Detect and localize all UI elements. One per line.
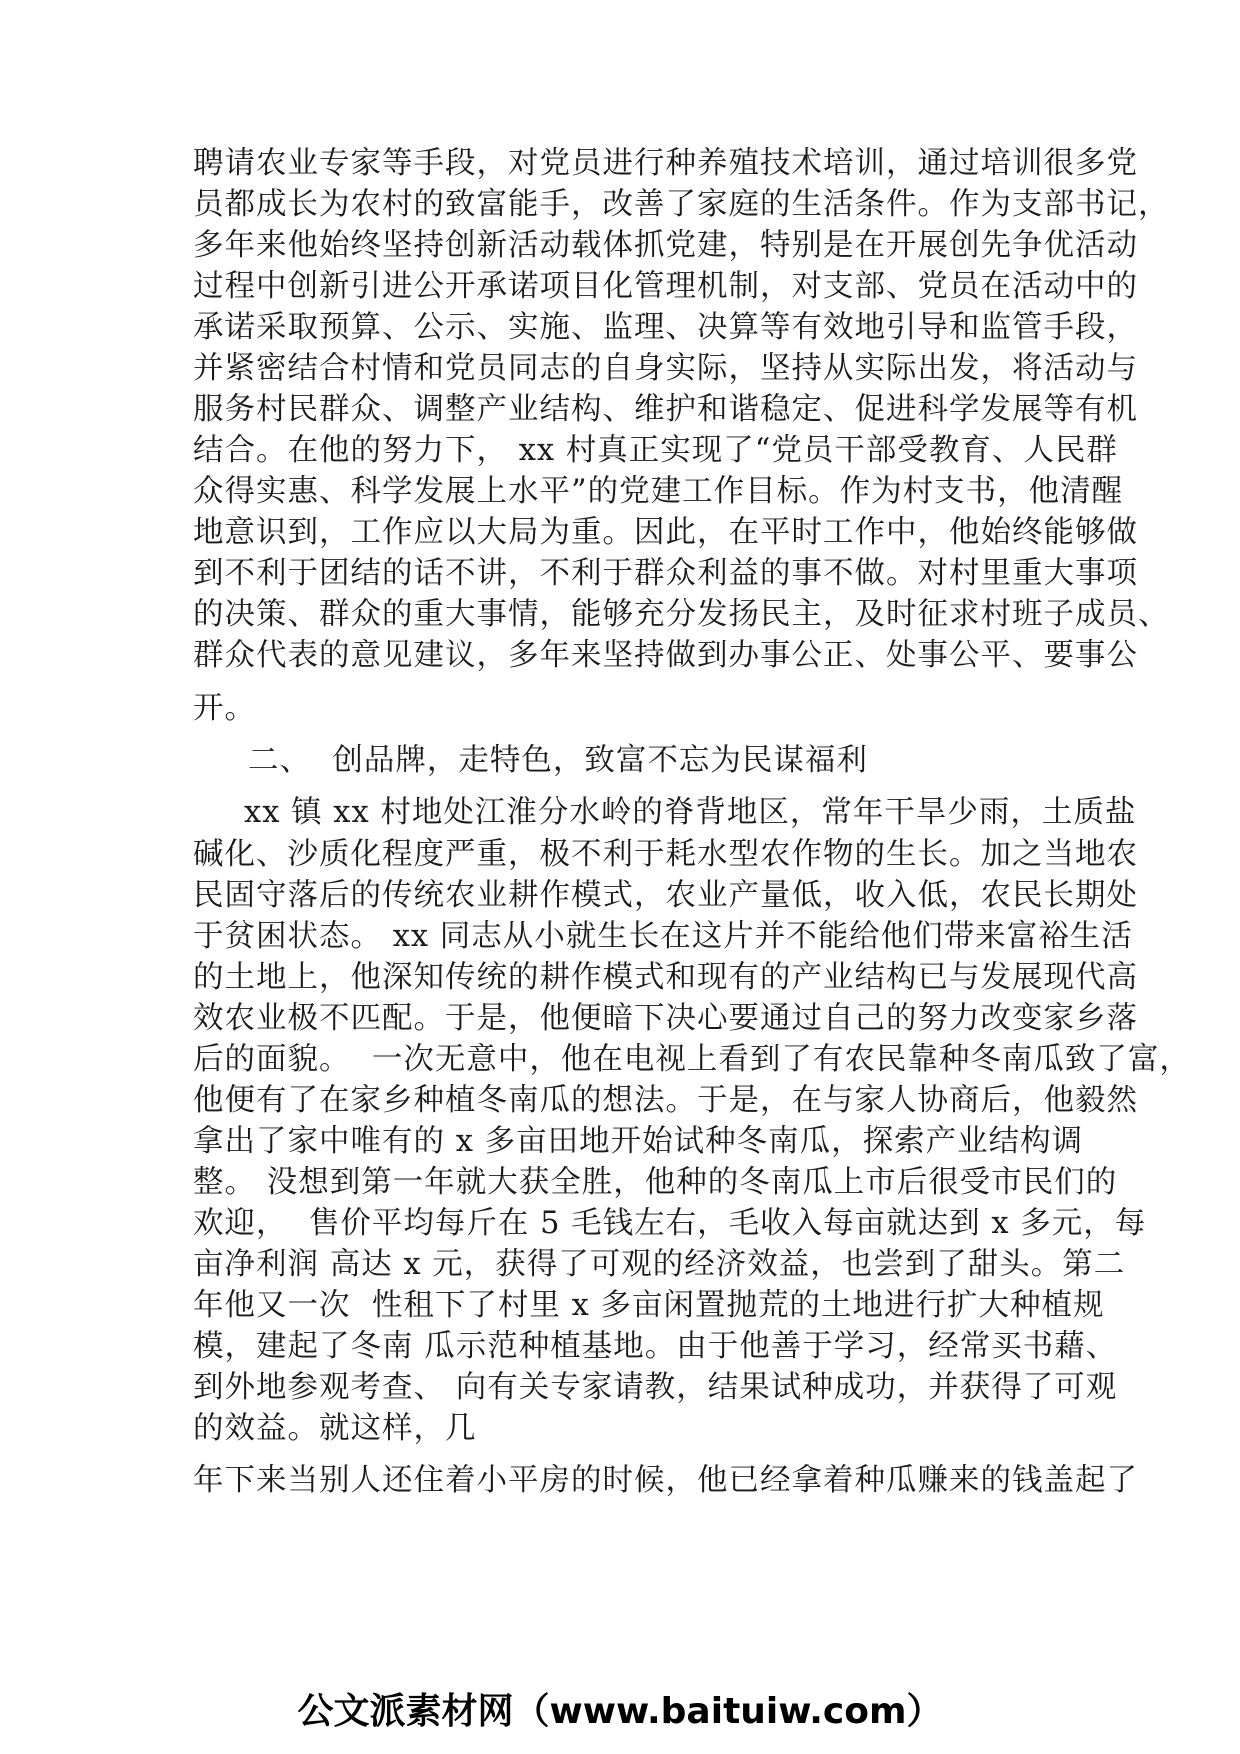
paragraph-line: 年下来当别人还住着小平房的时候，他已经拿着种瓜赚来的钱盖起了 xyxy=(193,1463,1138,1498)
paragraph-line: 员都成长为农村的致富能手，改善了家庭的生活条件。作为支部书记， xyxy=(193,187,1170,222)
paragraph-line: 的决策、群众的重大事情，能够充分发扬民主，及时征求村班子成员、 xyxy=(193,597,1170,632)
paragraph-line: 承诺采取预算、公示、实施、监理、决算等有效地引导和监管手段， xyxy=(193,310,1138,345)
paragraph-line: 聘请农业专家等手段，对党员进行种养殖技术培训，通过培训很多党 xyxy=(193,146,1138,181)
paragraph-line: 欢迎， 售价平均每斤在 5 毛钱左右，毛收入每亩就达到 x 多元，每 xyxy=(193,1206,1147,1241)
paragraph-line: 年他又一次 性租下了村里 x 多亩闲置抛荒的土地进行扩大种植规 xyxy=(193,1288,1105,1323)
paragraph-line: 亩净利润 高达 x 元，获得了可观的经济效益，也尝到了甜头。第二 xyxy=(193,1247,1126,1282)
section-heading: 二、 创品牌，走特色，致富不忘为民谋福利 xyxy=(248,743,868,778)
paragraph-line: 到不利于团结的话不讲，不利于群众利益的事不做。对村里重大事项 xyxy=(193,556,1138,591)
paragraph-line: 碱化、沙质化程度严重，极不利于耗水型农作物的生长。加之当地农 xyxy=(193,837,1138,872)
paragraph-line: 到外地参观考查、 向有关专家请教，结果试种成功，并获得了可观 xyxy=(193,1370,1118,1405)
footer-watermark: 公文派素材网（www.baituiw.com） xyxy=(297,1691,943,1732)
paragraph-line: 并紧密结合村情和党员同志的自身实际，坚持从实际出发，将活动与 xyxy=(193,351,1138,386)
paragraph-line: 民固守落后的传统农业耕作模式，农业产量低，收入低，农民长期处 xyxy=(193,878,1138,913)
paragraph-line: 于贫困状态。 xx 同志从小就生长在这片并不能给他们带来富裕生活 xyxy=(193,919,1133,954)
paragraph-line: 地意识到，工作应以大局为重。因此，在平时工作中，他始终能够做 xyxy=(193,515,1138,550)
paragraph-line: 结合。在他的努力下， xx 村真正实现了“党员干部受教育、人民群 xyxy=(193,433,1118,468)
paragraph-line: 模，建起了冬南 瓜示范种植基地。由于他善于学习，经常买书藉、 xyxy=(193,1329,1118,1364)
paragraph-line: 服务村民群众、调整产业结构、维护和谐稳定、促进科学发展等有机 xyxy=(193,392,1138,427)
paragraph-line: 效农业极不匹配。于是，他便暗下决心要通过自己的努力改变家乡落 xyxy=(193,1001,1138,1036)
paragraph-line: 后的面貌。 一次无意中，他在电视上看到了有农民靠种冬南瓜致了富， xyxy=(193,1042,1191,1077)
paragraph-line: 开。 xyxy=(193,691,256,726)
paragraph-line: 整。 没想到第一年就大获全胜，他种的冬南瓜上市后很受市民们的 xyxy=(193,1165,1118,1200)
paragraph-line: 的效益。就这样，几 xyxy=(193,1411,477,1446)
paragraph-line: 过程中创新引进公开承诺项目化管理机制，对支部、党员在活动中的 xyxy=(193,269,1138,304)
paragraph-line: 多年来他始终坚持创新活动载体抓党建，特别是在开展创先争优活动 xyxy=(193,228,1138,263)
paragraph-line: 拿出了家中唯有的 x 多亩田地开始试种冬南瓜，探索产业结构调 xyxy=(193,1124,1084,1159)
paragraph-line: 群众代表的意见建议，多年来坚持做到办事公正、处事公平、要事公 xyxy=(193,638,1138,673)
paragraph-line: 众得实惠、科学发展上水平”的党建工作目标。作为村支书，他清醒 xyxy=(193,474,1124,509)
paragraph-line: 的土地上，他深知传统的耕作模式和现有的产业结构已与发展现代高 xyxy=(193,960,1138,995)
paragraph-line: xx 镇 xx 村地处江淮分水岭的脊背地区，常年干旱少雨，土质盐 xyxy=(244,795,1137,830)
paragraph-line: 他便有了在家乡种植冬南瓜的想法。于是，在与家人协商后，他毅然 xyxy=(193,1083,1138,1118)
